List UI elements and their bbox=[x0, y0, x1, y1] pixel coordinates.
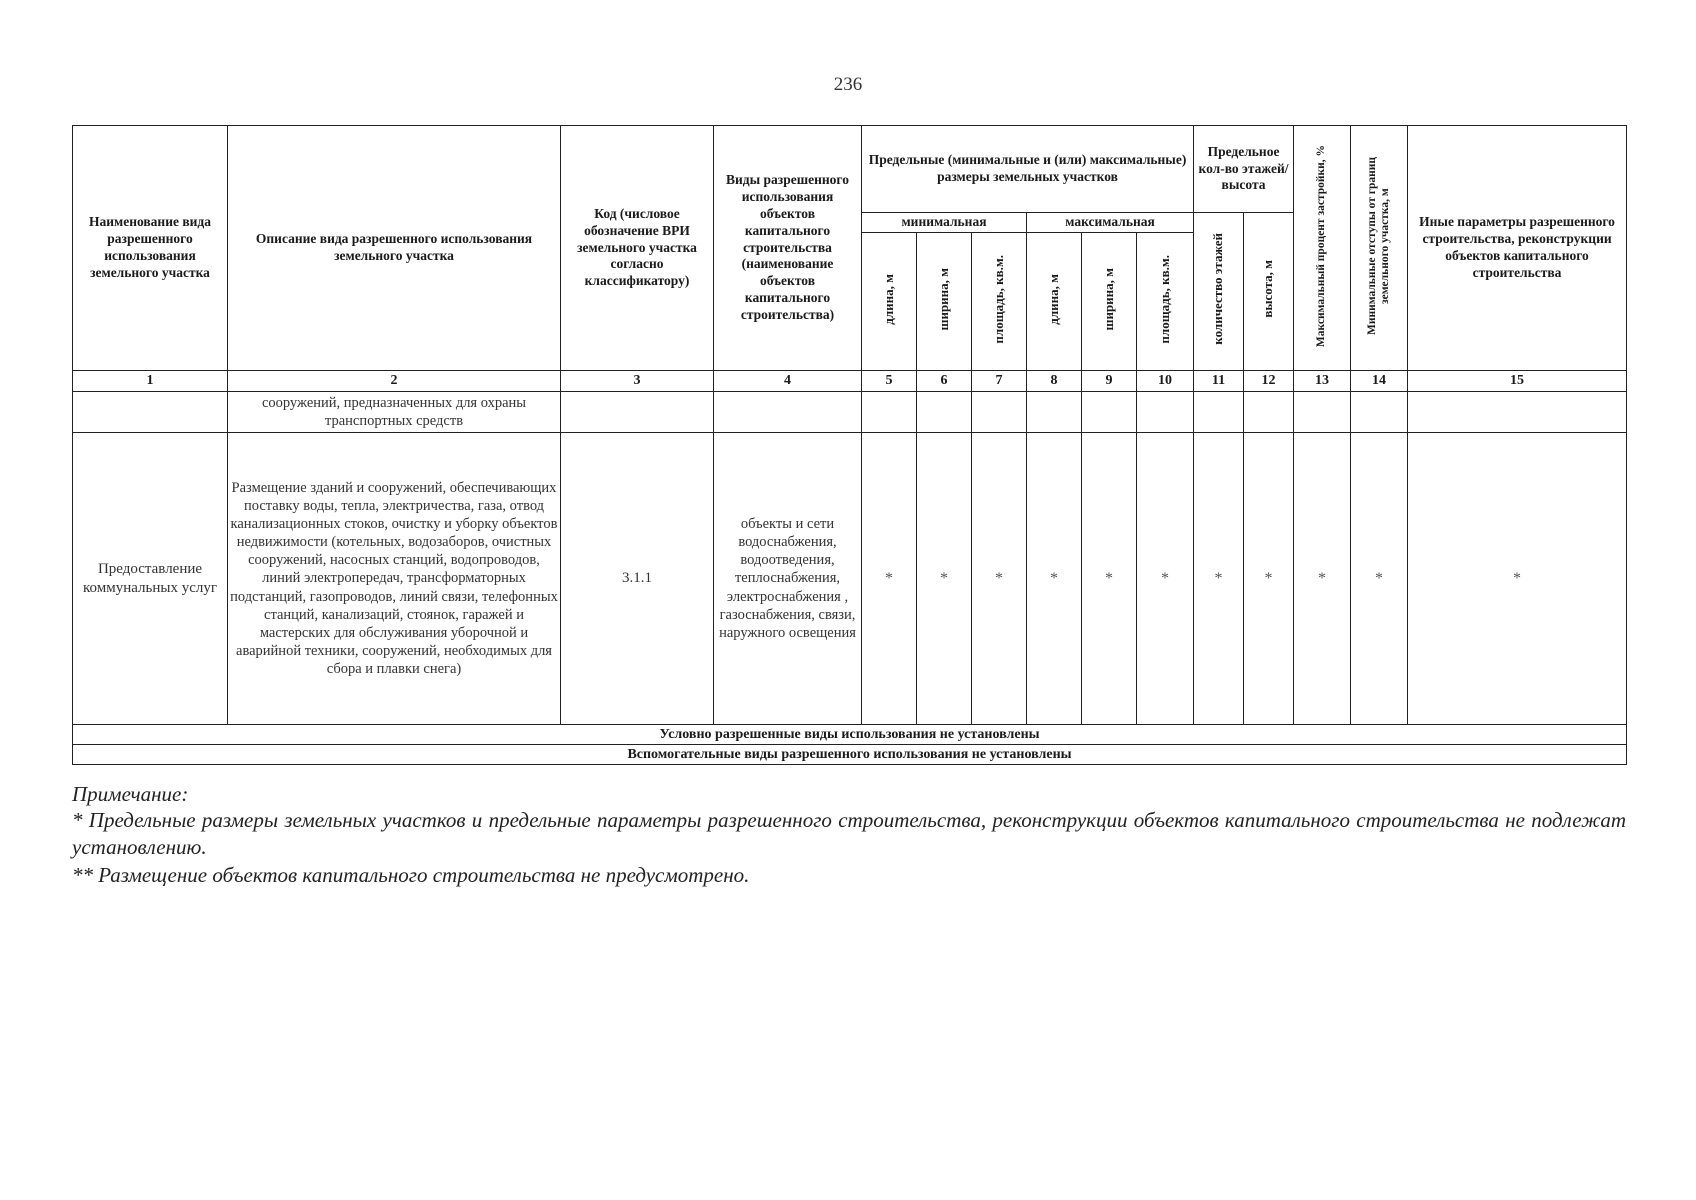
header-max-width-text: ширина, м bbox=[1100, 267, 1116, 331]
header-min-area-text: площадь, кв.м. bbox=[990, 254, 1006, 344]
column-number: 13 bbox=[1294, 371, 1351, 392]
notes-body bbox=[72, 807, 1626, 889]
header-max-length-text: длина, м bbox=[1045, 273, 1061, 325]
header-min-area bbox=[972, 233, 1027, 371]
header-min-group: минимальная bbox=[862, 213, 1027, 233]
auxiliary-uses-row bbox=[73, 745, 1627, 765]
utility-code: 3.1.1 bbox=[561, 433, 714, 725]
utility-objects: объекты и сети водоснабжения, водоотведения, теплоснабжения, электроснабжения , газоснабжения, связи, наружного освещения bbox=[714, 433, 862, 725]
cell-empty bbox=[1194, 392, 1244, 433]
header-max-area bbox=[1137, 233, 1194, 371]
column-number: 8 bbox=[1027, 371, 1082, 392]
cell-empty bbox=[862, 392, 917, 433]
cell-empty bbox=[1082, 392, 1137, 433]
zoning-table bbox=[72, 125, 1627, 765]
note-title: Примечание: bbox=[72, 782, 189, 806]
header-min-width bbox=[917, 233, 972, 371]
star-cell: * bbox=[1244, 433, 1294, 725]
cell-empty bbox=[972, 392, 1027, 433]
star-cell: * bbox=[972, 433, 1027, 725]
header-plot-sizes: Предельные (минимальные и (или) максимальные) размеры земельных участков bbox=[862, 126, 1194, 213]
conditional-uses-row bbox=[73, 725, 1627, 745]
star-cell: * bbox=[1194, 433, 1244, 725]
header-floors-group: Предельное кол-во этажей/ высота bbox=[1194, 126, 1294, 213]
column-number: 15 bbox=[1408, 371, 1627, 392]
note-1: * Предельные размеры земельных участков и предельные параметры разрешенного строительства, реконструкции объектов капитального строительства не подлежат установлению. bbox=[72, 808, 1626, 860]
star-cell: * bbox=[1027, 433, 1082, 725]
header-max-percent-text: Максимальный процент застройки, % bbox=[1315, 144, 1328, 347]
note-2: ** Размещение объектов капитального строительства не предусмотрено. bbox=[72, 862, 750, 887]
header-floors-count bbox=[1194, 213, 1244, 371]
column-number: 4 bbox=[714, 371, 862, 392]
cell-empty bbox=[1244, 392, 1294, 433]
cell-empty bbox=[73, 392, 228, 433]
column-number-row bbox=[73, 371, 1627, 392]
star-cell: * bbox=[1294, 433, 1351, 725]
header-description: Описание вида разрешенного использования земельного участка bbox=[228, 126, 561, 371]
header-min-width-text: ширина, м bbox=[935, 267, 951, 331]
header-max-width bbox=[1082, 233, 1137, 371]
continuation-description: сооружений, предназначенных для охраны транспортных средств bbox=[228, 392, 561, 433]
header-height-text: высота, м bbox=[1260, 260, 1276, 318]
header-min-length-text: длина, м bbox=[880, 273, 896, 325]
cell-empty bbox=[1027, 392, 1082, 433]
cell-empty bbox=[1137, 392, 1194, 433]
utility-name: Предоставление коммунальных услуг bbox=[73, 433, 228, 725]
auxiliary-uses-text: Вспомогательные виды разрешенного использования не установлены bbox=[73, 745, 1627, 765]
header-min-length bbox=[862, 233, 917, 371]
star-cell: * bbox=[1408, 433, 1627, 725]
header-min-setback-text: Минимальные отступы от границ земельного участка, м bbox=[1365, 156, 1392, 335]
cell-empty bbox=[1408, 392, 1627, 433]
cell-empty bbox=[1351, 392, 1408, 433]
column-number: 7 bbox=[972, 371, 1027, 392]
star-cell: * bbox=[862, 433, 917, 725]
star-cell: * bbox=[917, 433, 972, 725]
cell-empty bbox=[714, 392, 862, 433]
column-number: 1 bbox=[73, 371, 228, 392]
header-max-percent bbox=[1294, 126, 1351, 371]
cell-empty bbox=[1294, 392, 1351, 433]
column-number: 2 bbox=[228, 371, 561, 392]
column-number: 6 bbox=[917, 371, 972, 392]
column-number: 5 bbox=[862, 371, 917, 392]
cell-empty bbox=[917, 392, 972, 433]
header-other-params: Иные параметры разрешенного строительства, реконструкции объектов капитального строительства bbox=[1408, 126, 1627, 371]
star-cell: * bbox=[1137, 433, 1194, 725]
header-objects: Виды разрешенного использования объектов капитального строительства (наименование объектов капитального строительства) bbox=[714, 126, 862, 371]
header-code: Код (числовое обозначение ВРИ земельного участка согласно классификатору) bbox=[561, 126, 714, 371]
header-max-group: максимальная bbox=[1027, 213, 1194, 233]
header-min-setback bbox=[1351, 126, 1408, 371]
utility-description: Размещение зданий и сооружений, обеспечивающих поставку воды, тепла, электричества, газа, отвод канализационных стоков, очистку и уборку объектов недвижимости (котельных, водозаборов, очистных сооружений, насосных станций, водопроводов, линий электропередач, трансформаторных подстанций, газопроводов, линий связи, телефонных станций, канализаций, стоянок, гаражей и мастерских для обслуживания уборочной и аварийной техники, сооружений, необходимых для сбора и плавки снега) bbox=[228, 433, 561, 725]
cell-empty bbox=[561, 392, 714, 433]
column-number: 14 bbox=[1351, 371, 1408, 392]
header-max-area-text: площадь, кв.м. bbox=[1156, 254, 1172, 344]
conditional-uses-text: Условно разрешенные виды использования не установлены bbox=[73, 725, 1627, 745]
header-max-length bbox=[1027, 233, 1082, 371]
column-number: 3 bbox=[561, 371, 714, 392]
continuation-row bbox=[73, 392, 1627, 433]
column-number: 11 bbox=[1194, 371, 1244, 392]
header-floors-count-text: количество этажей bbox=[1210, 233, 1226, 345]
column-number: 12 bbox=[1244, 371, 1294, 392]
star-cell: * bbox=[1351, 433, 1408, 725]
page-number: 236 bbox=[833, 74, 863, 95]
column-number: 9 bbox=[1082, 371, 1137, 392]
column-number: 10 bbox=[1137, 371, 1194, 392]
header-height bbox=[1244, 213, 1294, 371]
star-cell: * bbox=[1082, 433, 1137, 725]
header-name: Наименование вида разрешенного использования земельного участка bbox=[73, 126, 228, 371]
utility-row bbox=[73, 433, 1627, 725]
